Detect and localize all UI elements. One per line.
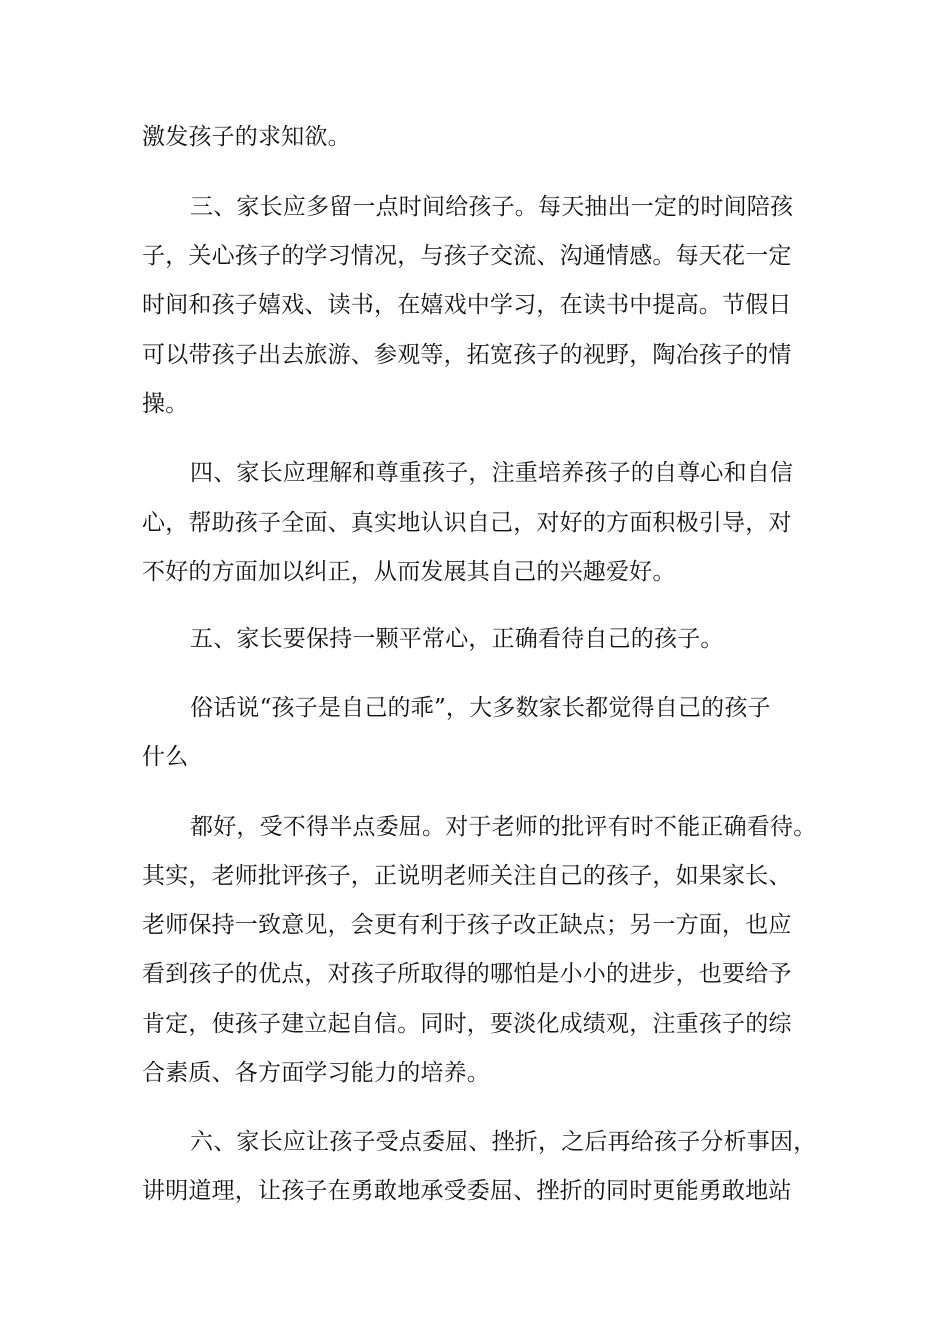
text-line: 讲明道理，让孩子在勇敢地承受委屈、挫折的同时更能勇敢地站: [142, 1178, 792, 1204]
text-line: 时间和孩子嬉戏、读书，在嬉戏中学习，在读书中提高。节假日: [142, 292, 792, 318]
text-line: 子，关心孩子的学习情况，与孩子交流、沟通情感。每天花一定: [142, 243, 792, 269]
paragraph-heading-six: 六、家长应让孩子受点委屈、挫折，之后再给孩子分析事因，: [190, 1129, 817, 1155]
text-line: 俗话说“孩子是自己的乖”，大多数家长都觉得自己的孩子: [190, 695, 771, 721]
text-line: 心，帮助孩子全面、真实地认识自己，对好的方面积极引导，对: [142, 510, 792, 536]
text-line: 合素质、各方面学习能力的培养。: [142, 1060, 490, 1086]
text-line: 看到孩子的优点，对孩子所取得的哪怕是小小的进步，也要给予: [142, 961, 792, 987]
paragraph-heading-five: 五、家长要保持一颗平常心，正确看待自己的孩子。: [190, 626, 724, 652]
text-line: 什么: [142, 744, 189, 770]
text-line: 老师保持一致意见，会更有利于孩子改正缺点；另一方面，也应: [142, 912, 792, 938]
paragraph-heading-four: 四、家长应理解和尊重孩子，注重培养孩子的自尊心和自信: [190, 460, 794, 486]
text-line: 其实，老师批评孩子，正说明老师关注自己的孩子，如果家长、: [142, 863, 792, 889]
text-line: 都好，受不得半点委屈。对于老师的批评有时不能正确看待。: [190, 814, 817, 840]
text-line: 操。: [142, 391, 189, 417]
text-line: 肯定，使孩子建立起自信。同时，要淡化成绩观，注重孩子的综: [142, 1011, 792, 1037]
paragraph-heading-three: 三、家长应多留一点时间给孩子。每天抽出一定的时间陪孩: [190, 194, 794, 220]
text-line: 不好的方面加以纠正，从而发展其自己的兴趣爱好。: [142, 559, 676, 585]
text-line: 激发孩子的求知欲。: [142, 124, 351, 150]
text-line: 可以带孩子出去旅游、参观等，拓宽孩子的视野，陶冶孩子的情: [142, 342, 792, 368]
